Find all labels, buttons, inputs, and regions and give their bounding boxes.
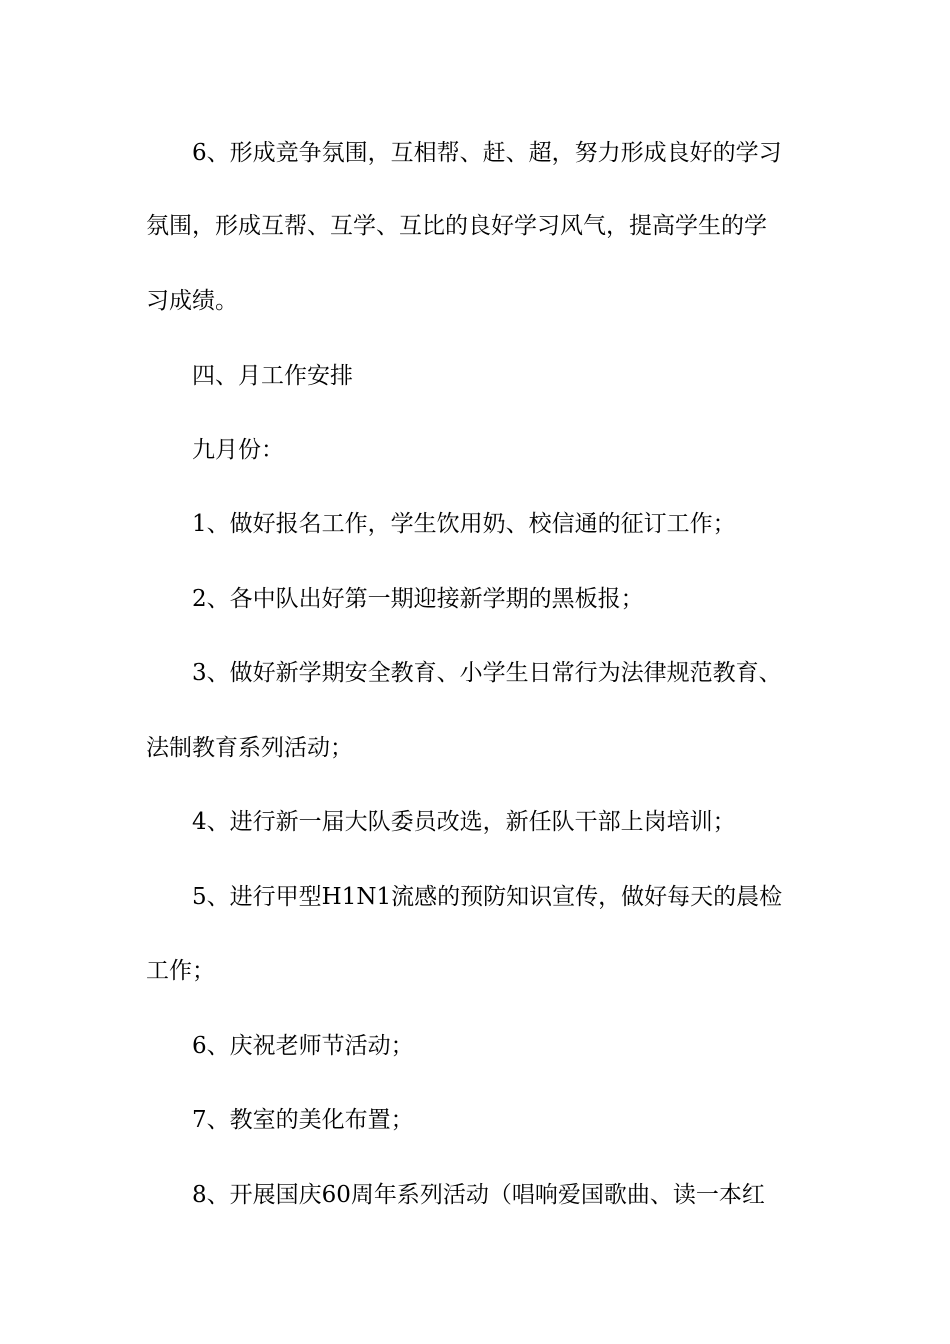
section-heading: 四、月工作安排	[192, 363, 353, 389]
list-item: 1、做好报名工作，学生饮用奶、校信通的征订工作；	[192, 511, 736, 537]
list-item: 7、教室的美化布置；	[192, 1107, 414, 1133]
list-item: 6、庆祝老师节活动；	[192, 1033, 414, 1059]
paragraph-line: 6、形成竞争氛围，互相帮、赶、超，努力形成良好的学习	[192, 140, 782, 166]
paragraph-line: 氛围，形成互帮、互学、互比的良好学习风气，提高学生的学	[146, 213, 767, 239]
list-item-continuation: 工作；	[146, 958, 215, 984]
list-item: 8、开展国庆60周年系列活动（唱响爱国歌曲、读一本红	[192, 1182, 765, 1208]
list-item: 5、进行甲型H1N1流感的预防知识宣传，做好每天的晨检	[192, 884, 783, 910]
list-item: 4、进行新一届大队委员改选，新任队干部上岗培训；	[192, 809, 736, 835]
paragraph-line: 习成绩。	[146, 288, 238, 314]
list-item: 2、各中队出好第一期迎接新学期的黑板报；	[192, 586, 644, 612]
list-item-continuation: 法制教育系列活动；	[146, 735, 353, 761]
list-item: 3、做好新学期安全教育、小学生日常行为法律规范教育、	[192, 660, 782, 686]
month-heading: 九月份：	[192, 437, 284, 463]
